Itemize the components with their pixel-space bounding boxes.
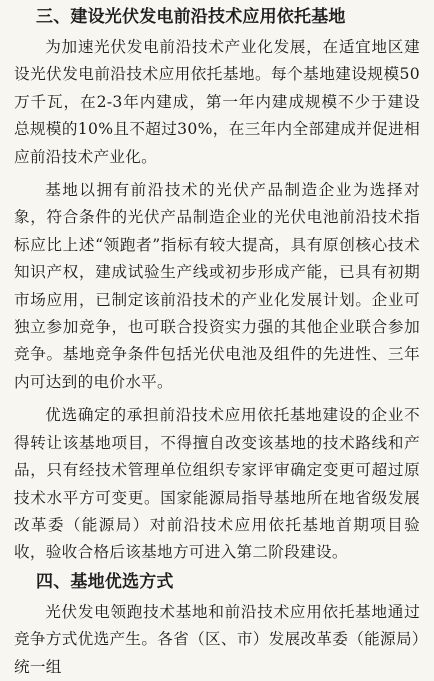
paragraph-selection-method: 光伏发电领跑技术基地和前沿技术应用依托基地通过竞争方式优选产生。各省（区、市）发展改革委（能源局）统一组 — [14, 602, 420, 676]
paragraph-transfer-restrictions: 优选确定的承担前沿技术应用依托基地建设的企业不得转让该基地项目，不得擅自改变该基地的技术路线和产品，只有经技术管理单位组织专家评审确定变更可超过原技术水平方可变更。国家能源局指导基地所在地省级发展改革委（能源局）对前沿技术应用依托基地首期项目验收，验收合格后该基地方可进入第二阶段建设。 — [14, 406, 420, 562]
section-heading-4: 四、基地优选方式 — [36, 571, 174, 592]
section-heading-3: 三、建设光伏发电前沿技术应用依托基地 — [36, 7, 346, 27]
paragraph-selection-criteria: 基地以拥有前沿技术的光伏产品制造企业为选择对象，符合条件的光伏产品制造企业的光伏电池前沿技术指标应比上述“领跑者”指标有较大提高，具有原创核心技术知识产权，建成试验生产线或初步形成产能，已具有初期市场应用，已制定该前沿技术的产业化发展计划。企业可独立参加竞争，也可联合投资实力强的其他企业联合参加竞争。基地竞争条件包括光伏电池及组件的先进性、三年内可达到的电价水平。 — [14, 181, 420, 391]
paragraph-base-construction: 为加速光伏发电前沿技术产业化发展，在适宜地区建设光伏发电前沿技术应用依托基地。每个基地建设规模50万千瓦，在2-3年内建成，第一年内建成规模不少于建设总规模的10%且不超过30%，在三年内全部建成并促进相应前沿技术产业化。 — [14, 38, 420, 166]
